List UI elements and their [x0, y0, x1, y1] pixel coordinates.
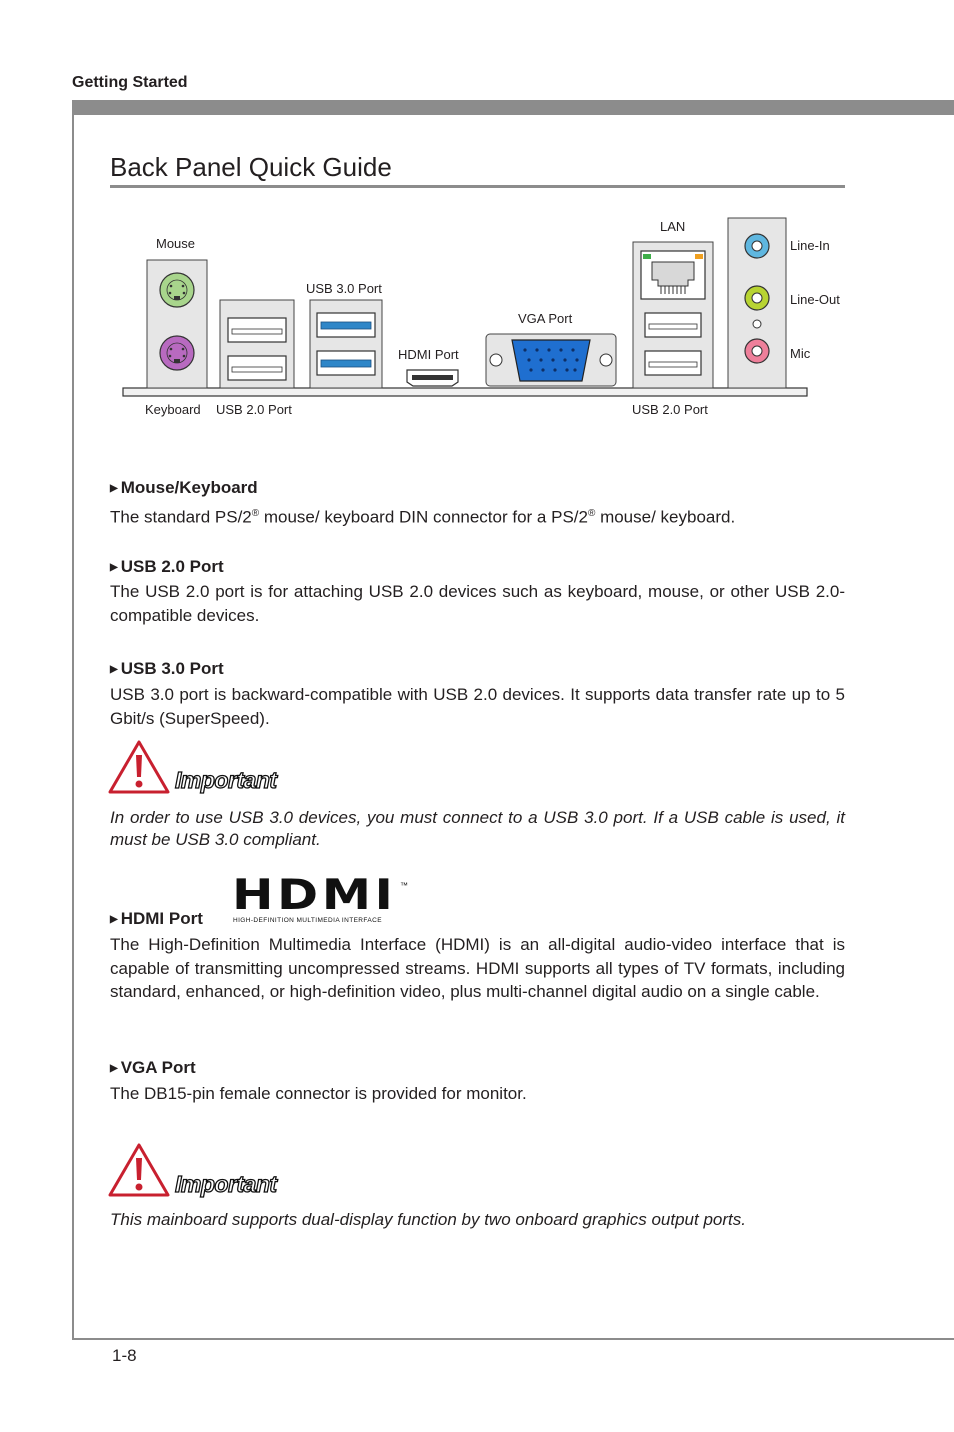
ps2-mouse-port [160, 273, 194, 307]
section-hdmi-body: The High-Definition Multimedia Interface (HDMI) is an all-digital audio-video interface that is capable of transmitting uncompressed streams. HDMI supports all types of TV formats, including standard, enhanced, or high-definition video, plus multi-channel digital audio on a single cable. [110, 935, 845, 1001]
vga-port-drawing [486, 334, 616, 386]
section-usb20-title [110, 557, 224, 577]
section-hdmi-title [110, 909, 203, 929]
important-note-2: This mainboard supports dual-display function by two onboard graphics output ports. [110, 1210, 746, 1229]
usb20-left-ports [220, 300, 294, 388]
bullet-triangle-icon: ▶ [110, 1063, 118, 1074]
section-vga-title [110, 1058, 196, 1078]
important-label: Important [175, 1171, 277, 1197]
bullet-triangle-icon: ▶ [110, 483, 118, 494]
audio-jacks [728, 218, 786, 388]
top-bar [72, 100, 954, 115]
mouse-keyboard-title-text: Mouse/Keyboard [120, 478, 258, 497]
important-label: Important [175, 767, 277, 793]
label-vga: VGA Port [518, 311, 573, 326]
label-mic: Mic [790, 346, 811, 361]
label-line-in: Line-In [790, 238, 830, 253]
left-rule [72, 100, 74, 1340]
lan-usb-block [633, 242, 713, 388]
ps2-ports [147, 260, 207, 388]
label-line-out: Line-Out [790, 292, 840, 307]
section-usb30-title [110, 659, 224, 679]
section-vga-body: The DB15-pin female connector is provided for monitor. [110, 1084, 527, 1103]
label-lan: LAN [660, 219, 686, 234]
back-panel-drawing [110, 205, 850, 435]
section-usb20-body: The USB 2.0 port is for attaching USB 2.0 devices such as keyboard, mouse, or other USB 2.0-compatible devices. [110, 582, 845, 625]
page-number: 1-8 [112, 1346, 137, 1365]
title-rule [110, 185, 845, 188]
label-keyboard: Keyboard [145, 402, 201, 417]
base-plate [123, 388, 807, 396]
bottom-rule [72, 1338, 954, 1340]
bullet-triangle-icon: ▶ [110, 562, 118, 573]
bullet-triangle-icon: ▶ [110, 914, 118, 925]
warning-icon [108, 740, 170, 799]
warning-icon [108, 1143, 170, 1202]
ps2-keyboard-port [160, 336, 194, 370]
hdmi-title-text: HDMI Port [120, 909, 203, 928]
label-usb20-right: USB 2.0 Port [632, 402, 708, 417]
page-title: Back Panel Quick Guide [110, 152, 392, 182]
vga-title-text: VGA Port [120, 1058, 196, 1077]
section-mouse-keyboard-title [110, 478, 258, 498]
label-hdmi: HDMI Port [398, 347, 459, 362]
hdmi-logo: HDMI ™ HIGH-DEFINITION MULTIMEDIA INTERFACE [232, 870, 408, 924]
important-note-1: In order to use USB 3.0 devices, you must connect to a USB 3.0 port. If a USB cable is used, it must be USB 3.0 compliant. [110, 808, 845, 849]
back-panel-diagram [110, 205, 850, 435]
section-header: Getting Started [72, 74, 188, 91]
usb30-ports [310, 300, 382, 388]
label-usb20-left: USB 2.0 Port [216, 402, 292, 417]
hdmi-port-drawing [407, 370, 458, 386]
usb20-title-text: USB 2.0 Port [120, 557, 224, 576]
label-mouse: Mouse [156, 236, 196, 251]
label-usb30: USB 3.0 Port [306, 281, 382, 296]
section-usb30-body: USB 3.0 port is backward-compatible with USB 2.0 devices. It supports data transfer rate up to 5 Gbit/s (SuperSpeed). [110, 685, 845, 728]
usb30-title-text: USB 3.0 Port [120, 659, 224, 678]
section-mouse-keyboard-body: The standard PS/2® mouse/ keyboard DIN connector for a PS/2® mouse/ keyboard. [110, 507, 736, 527]
bullet-triangle-icon: ▶ [110, 664, 118, 675]
